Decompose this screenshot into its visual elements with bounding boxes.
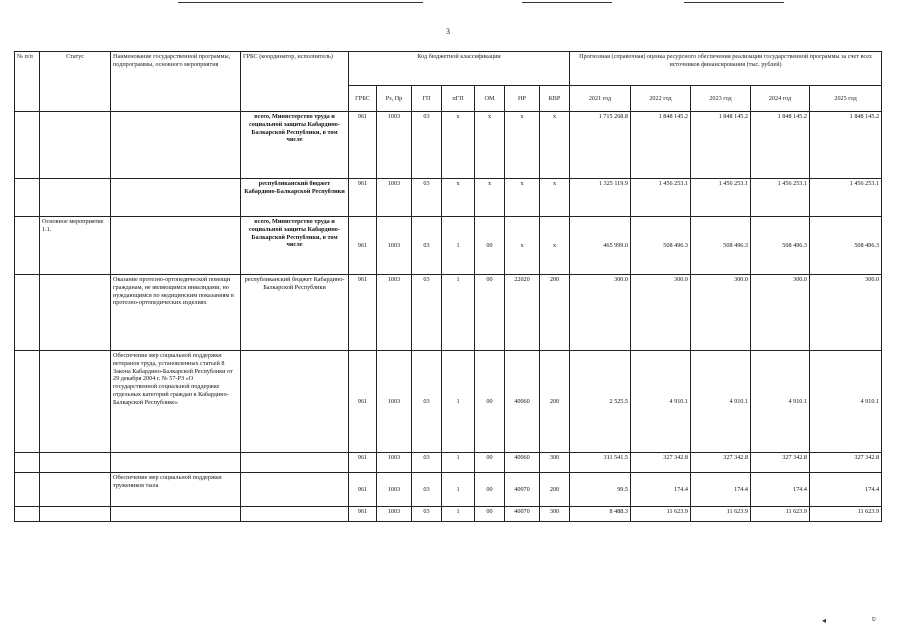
row-grbs xyxy=(241,473,349,507)
cell-value: 508 496.3 xyxy=(751,217,810,275)
cell-code: 961 xyxy=(349,351,377,453)
cell-code: х xyxy=(475,179,505,217)
cell-code: 40070 xyxy=(505,473,540,507)
cell-code: 961 xyxy=(349,275,377,351)
cell-code: 1 xyxy=(442,473,475,507)
table-row xyxy=(15,473,882,507)
cell-code: 1003 xyxy=(377,217,412,275)
row-status xyxy=(40,112,111,179)
cell-code: 03 xyxy=(412,473,442,507)
scan-mark-right: ʋ xyxy=(872,614,876,623)
cell-value: 300.0 xyxy=(570,275,631,351)
cell-value: 11 623.9 xyxy=(751,507,810,522)
cell-code: 1 xyxy=(442,275,475,351)
cell-code: 00 xyxy=(475,217,505,275)
year-header: 2022 год xyxy=(631,86,691,112)
cell-code: 03 xyxy=(412,351,442,453)
row-grbs: республиканский бюджет Кабардино-Балкарской Республики xyxy=(241,275,349,351)
row-num xyxy=(15,507,40,522)
row-status xyxy=(40,179,111,217)
header-bcc: Код бюджетной классификации xyxy=(349,52,570,86)
cell-code: 03 xyxy=(412,217,442,275)
cell-value: 327 342.8 xyxy=(631,453,691,473)
top-rule-left xyxy=(178,2,423,3)
row-grbs: республиканский бюджет Кабардино-Балкарской Республики xyxy=(241,179,349,217)
cell-value: 1 456 253.1 xyxy=(751,179,810,217)
year-header: 2021 год xyxy=(570,86,631,112)
code-header: КВР xyxy=(540,86,570,112)
cell-code: х xyxy=(540,217,570,275)
cell-value: 300.0 xyxy=(631,275,691,351)
cell-code: 961 xyxy=(349,507,377,522)
cell-value: 174.4 xyxy=(691,473,751,507)
code-header: ГП xyxy=(412,86,442,112)
row-grbs: всего, Министерство труда и социальной защиты Кабардино-Балкарской Республики, в том числе xyxy=(241,112,349,179)
cell-code: 200 xyxy=(540,473,570,507)
page-number: 3 xyxy=(446,27,450,36)
cell-code: 1 xyxy=(442,351,475,453)
cell-value: 327 342.8 xyxy=(691,453,751,473)
cell-code: 200 xyxy=(540,275,570,351)
table-row xyxy=(15,507,882,522)
cell-value: 99.5 xyxy=(570,473,631,507)
cell-code: 00 xyxy=(475,507,505,522)
header-forecast: Прогнозная (справочная) оценка ресурсного обеспечения реализации государственной программы за счет всех источников финансирования (тыс. рублей) xyxy=(570,52,882,86)
cell-value: 4 910.1 xyxy=(631,351,691,453)
cell-value: 8 488.3 xyxy=(570,507,631,522)
code-header: ГРБС xyxy=(349,86,377,112)
cell-code: 40060 xyxy=(505,351,540,453)
cell-value: 300.0 xyxy=(810,275,882,351)
row-name xyxy=(111,217,241,275)
row-name: Обеспечение мер социальной поддержки ветеранов труда, установленных статьей 8 Закона Кабардино-Балкарской Республики от 29 декабря 2004 г. № 57-РЗ «О государственной социальной поддержке отдельных категорий граждан в Кабардино-Балкарской Республике» xyxy=(111,351,241,453)
cell-code: 1003 xyxy=(377,453,412,473)
header-grbs: ГРБС (координатор, исполнитель) xyxy=(241,52,349,112)
table-row xyxy=(15,179,882,217)
cell-code: 1003 xyxy=(377,275,412,351)
year-header: 2023 год xyxy=(691,86,751,112)
row-name xyxy=(111,179,241,217)
code-header: пГП xyxy=(442,86,475,112)
cell-code: 1003 xyxy=(377,351,412,453)
cell-code: х xyxy=(442,179,475,217)
header-name: Наименование государственной программы, подпрограммы, основного мероприятия xyxy=(111,52,241,112)
scan-mark-left: ◂ xyxy=(822,616,827,625)
cell-value: 11 623.9 xyxy=(691,507,751,522)
row-name xyxy=(111,507,241,522)
row-num xyxy=(15,473,40,507)
cell-code: 00 xyxy=(475,275,505,351)
cell-code: 961 xyxy=(349,217,377,275)
row-status xyxy=(40,507,111,522)
cell-code: 1 xyxy=(442,453,475,473)
cell-value: 508 496.3 xyxy=(631,217,691,275)
cell-value: 508 496.3 xyxy=(691,217,751,275)
cell-code: 961 xyxy=(349,179,377,217)
top-rule-mid xyxy=(522,2,612,3)
cell-value: 327 342.8 xyxy=(751,453,810,473)
cell-code: 1003 xyxy=(377,112,412,179)
table-row xyxy=(15,112,882,179)
cell-code: 200 xyxy=(540,351,570,453)
cell-code: 40060 xyxy=(505,453,540,473)
row-status: Основное мероприятие 1.1. xyxy=(40,217,111,275)
cell-value: 1 848 145.2 xyxy=(631,112,691,179)
cell-code: 961 xyxy=(349,112,377,179)
cell-code: х xyxy=(540,179,570,217)
cell-value: 2 525.5 xyxy=(570,351,631,453)
cell-code: 1 xyxy=(442,217,475,275)
code-header: Рз, Пр xyxy=(377,86,412,112)
row-num xyxy=(15,179,40,217)
cell-code: 00 xyxy=(475,453,505,473)
cell-code: х xyxy=(442,112,475,179)
header-num: № п/п xyxy=(15,52,40,112)
cell-code: х xyxy=(475,112,505,179)
row-status xyxy=(40,473,111,507)
cell-value: 465 999.0 xyxy=(570,217,631,275)
cell-value: 300.0 xyxy=(751,275,810,351)
row-num xyxy=(15,112,40,179)
cell-value: 1 456 253.1 xyxy=(631,179,691,217)
cell-value: 4 910.1 xyxy=(810,351,882,453)
cell-code: 961 xyxy=(349,473,377,507)
cell-code: 00 xyxy=(475,473,505,507)
row-status xyxy=(40,453,111,473)
budget-table xyxy=(14,51,882,522)
code-header: НР xyxy=(505,86,540,112)
cell-code: 300 xyxy=(540,507,570,522)
cell-value: 174.4 xyxy=(751,473,810,507)
cell-code: х xyxy=(505,179,540,217)
header-status: Статус xyxy=(40,52,111,112)
cell-code: 00 xyxy=(475,351,505,453)
cell-code: 03 xyxy=(412,507,442,522)
cell-value: 4 910.1 xyxy=(691,351,751,453)
cell-code: 300 xyxy=(540,453,570,473)
cell-value: 1 715 268.8 xyxy=(570,112,631,179)
cell-code: 03 xyxy=(412,453,442,473)
row-name: Обеспечение мер социальной поддержки тружеников тыла xyxy=(111,473,241,507)
cell-code: 03 xyxy=(412,112,442,179)
cell-value: 311 541.5 xyxy=(570,453,631,473)
cell-code: 1003 xyxy=(377,507,412,522)
cell-value: 1 848 145.2 xyxy=(691,112,751,179)
cell-code: 03 xyxy=(412,275,442,351)
cell-value: 11 623.9 xyxy=(631,507,691,522)
cell-value: 508 496.3 xyxy=(810,217,882,275)
cell-value: 1 456 253.1 xyxy=(691,179,751,217)
year-header: 2024 год xyxy=(751,86,810,112)
cell-value: 1 456 253.1 xyxy=(810,179,882,217)
row-grbs xyxy=(241,507,349,522)
row-grbs xyxy=(241,453,349,473)
row-status xyxy=(40,351,111,453)
row-name: Оказание протезно-ортопедической помощи гражданам, не являющимся инвалидами, но нуждающимся по медицинским показаниям в протезно-ортопедических изделиях xyxy=(111,275,241,351)
cell-value: 327 342.8 xyxy=(810,453,882,473)
cell-value: 1 848 145.2 xyxy=(751,112,810,179)
cell-code: 40070 xyxy=(505,507,540,522)
cell-value: 300.0 xyxy=(691,275,751,351)
cell-code: 03 xyxy=(412,179,442,217)
cell-value: 11 623.9 xyxy=(810,507,882,522)
cell-code: 22020 xyxy=(505,275,540,351)
cell-value: 1 848 145.2 xyxy=(810,112,882,179)
row-grbs xyxy=(241,351,349,453)
row-name xyxy=(111,453,241,473)
cell-value: 1 325 119.9 xyxy=(570,179,631,217)
table-row xyxy=(15,351,882,453)
cell-value: 4 910.1 xyxy=(751,351,810,453)
cell-code: 1003 xyxy=(377,473,412,507)
row-grbs: всего, Министерство труда и социальной защиты Кабардино-Балкарской Республики, в том числе xyxy=(241,217,349,275)
table-row xyxy=(15,453,882,473)
cell-code: 1 xyxy=(442,507,475,522)
cell-code: х xyxy=(505,217,540,275)
year-header: 2025 год xyxy=(810,86,882,112)
row-num xyxy=(15,275,40,351)
table-row xyxy=(15,217,882,275)
cell-code: 961 xyxy=(349,453,377,473)
cell-value: 174.4 xyxy=(810,473,882,507)
row-status xyxy=(40,275,111,351)
cell-code: х xyxy=(505,112,540,179)
row-num xyxy=(15,217,40,275)
row-name xyxy=(111,112,241,179)
cell-code: 1003 xyxy=(377,179,412,217)
cell-code: х xyxy=(540,112,570,179)
code-header: ОМ xyxy=(475,86,505,112)
top-rule-right xyxy=(684,2,784,3)
cell-value: 174.4 xyxy=(631,473,691,507)
row-num xyxy=(15,351,40,453)
row-num xyxy=(15,453,40,473)
table-row xyxy=(15,275,882,351)
